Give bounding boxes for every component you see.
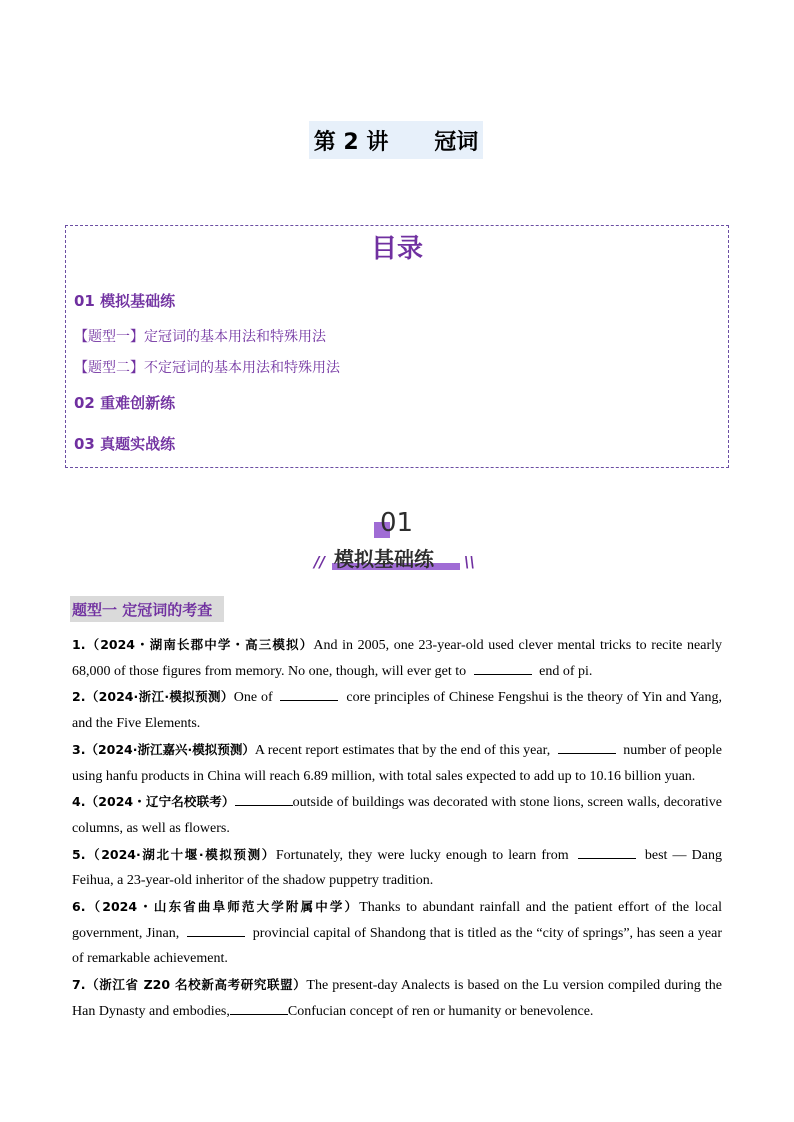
answer-blank[interactable] [280,688,338,701]
question-text: One of [233,690,277,706]
question-text: Confucian concept of ren or humanity or benevolence. [287,1003,594,1019]
section-banner [312,543,482,575]
question-text: number of people using hanfu products in China will reach 6.89 million, with total sales expected to add up to 10.16 billion yuan. [72,742,722,784]
question-text: Fortunately, they were lucky enough to learn from [275,847,574,863]
toc-item-section-02[interactable]: 02 重难创新练 [74,394,176,412]
question-number: 5. [72,846,86,862]
toc-item-section-03[interactable]: 03 真题实战练 [74,435,176,453]
question-source: （2024・湖南长郡中学・高三模拟） [85,637,314,652]
question-number: 3. [72,741,86,757]
answer-blank[interactable] [578,846,636,859]
question-text: A recent report estimates that by the end of this year, [254,742,554,758]
question-text: provincial capital of Shandong that is titled as the “city of springs”, has seen a year of remarkable achievement. [72,925,723,967]
question-text: And in 2005, one 23-year-old used clever mental tricks to recite nearly 68,000 of those figures from memory. No one, though, will ever get to [72,638,722,679]
answer-blank[interactable] [235,793,293,806]
question-type-heading: 题型一 定冠词的考查 [70,596,224,622]
section-number-text: 01 [380,508,414,538]
lecture-title: 第 2 讲 冠词 [309,121,483,159]
question-item [72,737,722,789]
answer-blank[interactable] [558,741,616,754]
question-item [72,789,722,841]
answer-blank[interactable] [474,662,532,675]
question-source: （2024·浙江嘉兴·模拟预测） [85,741,255,757]
section-label: 模拟基础练 [334,547,434,571]
section-number [372,508,432,542]
question-source: （2024·湖北十堰·模拟预测） [85,846,276,862]
question-item [72,842,722,894]
question-number: 6. [72,899,86,915]
question-text: The present-day Analects is based on the Lu version compiled during the Han Dynasty and embodies, [72,978,722,1019]
toc-item-section-01[interactable]: 01 模拟基础练 [74,292,176,310]
question-item [72,684,722,736]
question-source: （2024·浙江·模拟预测） [85,689,234,705]
question-list [72,632,722,1025]
question-number: 4. [72,794,86,810]
table-of-contents [65,225,729,468]
question-item [72,972,722,1024]
answer-blank[interactable] [230,1002,288,1015]
question-number: 7. [72,977,86,993]
question-item [72,632,722,684]
question-item [72,894,722,972]
question-source: （2024・山东省曲阜师范大学附属中学） [85,899,360,915]
toc-item-type-1[interactable]: 【题型一】定冠词的基本用法和特殊用法 [74,329,326,345]
question-source: （2024・辽宁名校联考） [85,794,235,810]
question-text: core principles of Chinese Fengshui is the theory of Yin and Yang, and the Five Elements. [72,690,722,732]
question-text: outside of buildings was decorated with stone lions, screen walls, decorative columns, as well as flowers. [72,795,722,836]
answer-blank[interactable] [187,924,245,937]
question-source: （浙江省 Z20 名校新高考研究联盟） [85,977,307,993]
decorative-slash-right: \\ [464,553,475,571]
question-text: Thanks to abundant rainfall and the patient effort of the local government, Jinan, [72,900,722,941]
question-number: 2. [72,689,86,705]
question-text: best — Dang Feihua, a 23-year-old inheritor of the shadow puppetry tradition. [72,847,722,889]
decorative-slash-left: // [314,553,325,571]
question-number: 1. [72,637,86,652]
toc-title: 目录 [370,234,423,264]
toc-item-type-2[interactable]: 【题型二】不定冠词的基本用法和特殊用法 [74,360,340,376]
question-text: end of pi. [535,663,593,679]
